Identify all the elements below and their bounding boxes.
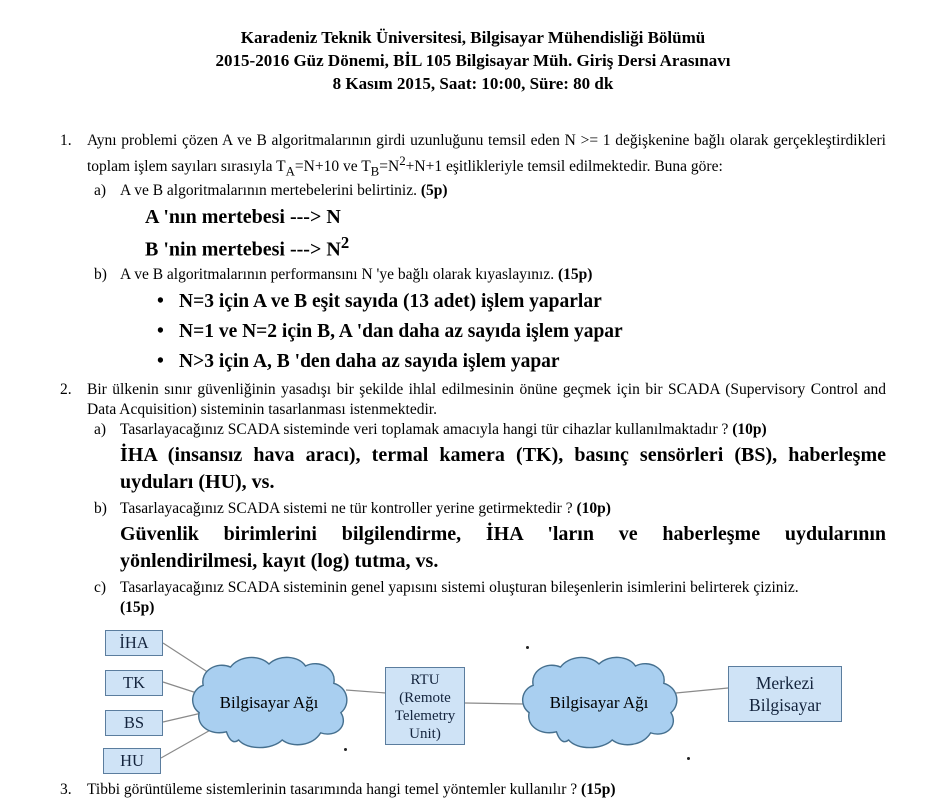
- question-2c-text: Tasarlayacağınız SCADA sisteminin genel yapısını sistemi oluşturan bileşenlerin isimlerini belirterek çiziniz.: [120, 578, 799, 596]
- q2a-text: Tasarlayacağınız SCADA sisteminde veri toplamak amacıyla hangi tür cihazlar kullanılmaktadır ?: [120, 420, 733, 438]
- question-2c-label: c): [94, 578, 107, 596]
- network-cloud-2-label: Bilgisayar Ağı: [549, 692, 649, 712]
- bullet-text: N=1 ve N=2 için B, A 'dan daha az sayıda işlem yapar: [179, 320, 623, 342]
- q3-text: Tibbi görüntüleme sistemlerinin tasarımında hangi temel yöntemler kullanılır ?: [87, 780, 582, 798]
- sensor-box-bs: BS: [105, 710, 163, 736]
- central-computer-box: [728, 666, 842, 722]
- q1-intro-text4: +N+1 eşitlikleriyle temsil edilmektedir. Buna göre:: [405, 158, 723, 176]
- sensor-box-tk: TK: [105, 670, 163, 696]
- network-cloud-1-label: Bilgisayar Ağı: [219, 692, 319, 712]
- q2b-text: Tasarlayacağınız SCADA sistemi ne tür kontroller yerine getirmektedir ?: [120, 499, 577, 517]
- header-line-2: 2015-2016 Güz Dönemi, BİL 105 Bilgisayar Müh. Giriş Dersi Arasınavı: [215, 51, 731, 70]
- question-2b: [94, 499, 886, 519]
- stray-dot: [687, 757, 690, 760]
- q1-sub-a: A: [285, 163, 295, 179]
- network-cloud-1: [188, 654, 350, 752]
- question-1b-answers: [87, 287, 886, 377]
- question-1a: [94, 181, 886, 201]
- question-2a-answer: İHA (insansız hava aracı), termal kamera (TK), basınç sensörleri (BS), haberleşme uyduları (HU), vs.: [120, 443, 886, 493]
- question-1: [60, 131, 886, 380]
- question-2-number: 2.: [60, 380, 72, 398]
- q1a-answer-2-text: B 'nin mertebesi ---> N: [145, 238, 341, 261]
- question-2c: [94, 578, 886, 598]
- question-2: [60, 380, 886, 618]
- rtu-box: [385, 667, 465, 745]
- header-line-1: Karadeniz Teknik Üniversitesi, Bilgisayar Mühendisliği Bölümü: [240, 28, 706, 47]
- question-3-number: 3.: [60, 780, 72, 798]
- bullet-text: N=3 için A ve B eşit sayıda (13 adet) işlem yaparlar: [179, 290, 602, 312]
- q1a-points: (5p): [420, 182, 448, 200]
- question-2b-text: [120, 499, 886, 519]
- q1a-answer-1: [145, 204, 886, 230]
- q1-sub-b: B: [370, 163, 380, 179]
- q2a-points: (10p): [732, 420, 767, 438]
- stray-dot: [526, 646, 529, 649]
- q1-sup-2: 2: [399, 153, 406, 168]
- q1-intro-text3: =N: [379, 158, 400, 176]
- question-2b-answer: Güvenlik birimlerini bilgilendirme, İHA 'ların ve haberleşme uydularının yönlendirilmesi, kayıt (log) tutma, vs.: [120, 522, 886, 572]
- question-2c-points: (15p): [120, 598, 155, 616]
- q1-intro-text2: =N+10 ve T: [294, 158, 371, 176]
- central-computer-line: Bilgisayar: [749, 694, 821, 715]
- question-1-number: 1.: [60, 132, 72, 149]
- question-1a-label: a): [94, 182, 107, 200]
- bullet-item: [157, 317, 886, 347]
- question-1b-text: [120, 265, 886, 285]
- question-2b-label: b): [94, 499, 107, 517]
- question-1a-text: [120, 181, 886, 201]
- sensor-box-iha: İHA: [105, 630, 163, 656]
- rtu-line: Telemetry: [394, 707, 456, 724]
- question-1-intro: [87, 131, 886, 181]
- bullet-icon: •: [157, 290, 164, 312]
- q1-intro-text: Aynı problemi çözen A ve B algoritmalarının girdi uzunluğunu temsil eden N >= 1 değişkenine bağlı olarak gerçekleştirdikleri toplam işlem sayıları sırasıyla T: [87, 132, 886, 176]
- q3-points: (15p): [581, 780, 616, 798]
- q1a-answer-2-sup: 2: [340, 233, 350, 253]
- q2b-points: (10p): [576, 499, 611, 517]
- q1b-text: A ve B algoritmalarının performansını N 'ye bağlı olarak kıyaslayınız.: [120, 265, 558, 283]
- header-line-3: 8 Kasım 2015, Saat: 10:00, Süre: 80 dk: [332, 74, 614, 93]
- exam-header: [60, 26, 886, 95]
- q1a-text: A ve B algoritmalarının mertebelerini belirtiniz.: [120, 182, 421, 200]
- question-2a: [94, 420, 886, 440]
- question-1b: [94, 265, 886, 285]
- bullet-icon: •: [157, 350, 164, 372]
- q1a-answer-1-text: A 'nın mertebesi ---> N: [145, 206, 341, 229]
- stray-dot: [344, 748, 347, 751]
- question-1b-label: b): [94, 265, 107, 283]
- bullet-item: [157, 287, 886, 317]
- q1a-answer-2: [145, 230, 886, 263]
- question-2-intro: Bir ülkenin sınır güvenliğinin yasadışı bir şekilde ihlal edilmesinin önüne geçmek için bir SCADA (Supervisory Control and Data Acquisition) sisteminin tasarlanması istenmektedir.: [87, 380, 886, 418]
- central-computer-line: Merkezi: [755, 672, 815, 693]
- question-2a-text: [120, 420, 886, 440]
- question-2a-label: a): [94, 420, 107, 438]
- q1b-points: (15p): [557, 265, 593, 283]
- rtu-line: RTU: [410, 671, 440, 688]
- scada-diagram: [0, 624, 944, 776]
- sensor-box-hu: HU: [103, 748, 161, 774]
- network-cloud-2: [518, 654, 680, 752]
- bullet-item: [157, 347, 886, 377]
- rtu-line: (Remote: [399, 689, 451, 706]
- rtu-line: Unit): [409, 725, 441, 742]
- bullet-text: N>3 için A, B 'den daha az sayıda işlem yapar: [179, 350, 560, 372]
- bullet-icon: •: [157, 320, 164, 342]
- question-1a-answers: [87, 204, 886, 263]
